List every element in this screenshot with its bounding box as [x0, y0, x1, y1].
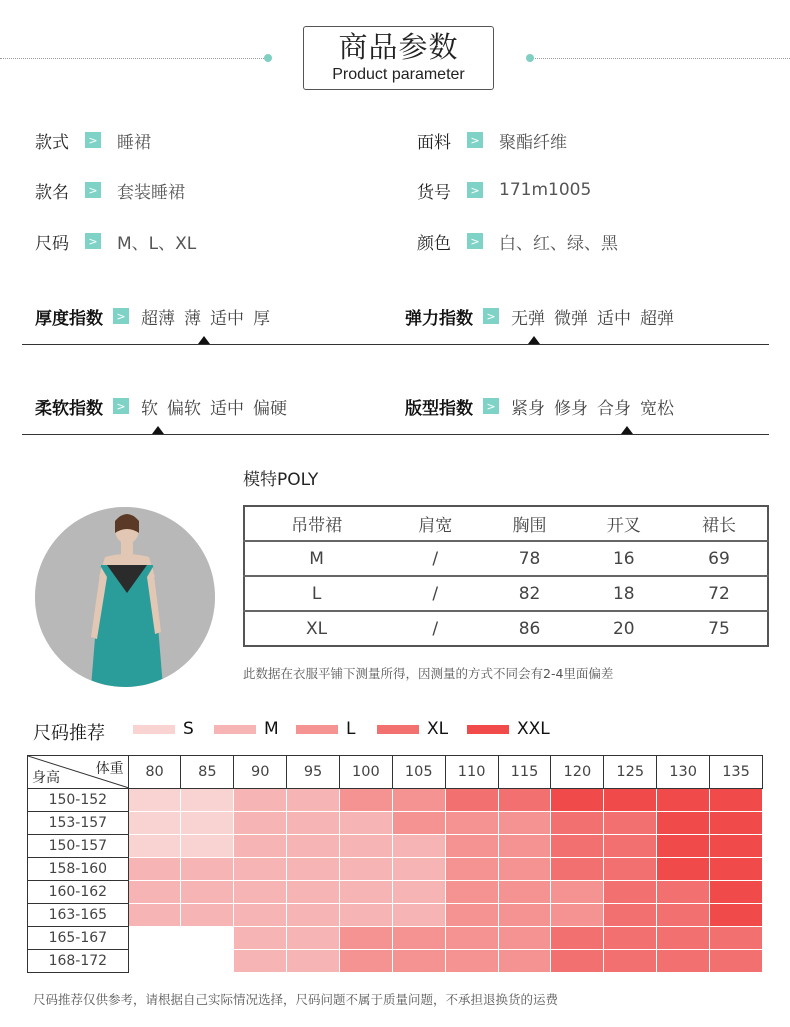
- arrow-right-icon: >: [85, 182, 101, 198]
- table-cell: L: [244, 576, 388, 611]
- model-size-table: [243, 505, 769, 647]
- size-cell: [445, 881, 498, 904]
- index-option: 紧身: [511, 398, 545, 419]
- table-cell: /: [432, 618, 439, 639]
- spec-key: 尺码: [35, 233, 69, 254]
- index-key: 柔软指数: [35, 398, 103, 419]
- index-key: 弹力指数: [405, 308, 473, 329]
- spec-key: 款名: [35, 182, 69, 203]
- legend-label: L: [346, 719, 356, 739]
- size-cell: [551, 881, 604, 904]
- section-title-cn: 商品参数: [338, 30, 459, 64]
- table-corner-cell: [28, 756, 129, 789]
- size-cell: [604, 812, 657, 835]
- size-cell: [710, 950, 763, 973]
- index-key: 版型指数: [405, 398, 473, 419]
- size-cell: [392, 950, 445, 973]
- size-cell: [128, 835, 181, 858]
- table-cell: XL: [306, 618, 328, 639]
- size-cell: [498, 927, 551, 950]
- size-cell: [181, 881, 234, 904]
- index-option: 偏硬: [253, 398, 287, 419]
- size-cell: [657, 950, 710, 973]
- size-cell: [128, 927, 181, 950]
- spec-row: [35, 229, 196, 253]
- index-option: 适中: [210, 308, 244, 329]
- table-header-cell: 开叉: [577, 506, 671, 541]
- spec-key: 款式: [35, 132, 69, 153]
- index-scale-line: [22, 344, 769, 345]
- section-title-box: [303, 26, 494, 90]
- size-cell: [181, 835, 234, 858]
- index-option: 微弹: [554, 308, 588, 329]
- size-cell: [392, 812, 445, 835]
- height-label-cell: 165-167: [28, 927, 129, 950]
- size-cell: [498, 904, 551, 927]
- recommend-note: 尺码推荐仅供参考，请根据自己实际情况选择，尺码问题不属于质量问题，不承担退换货的运费: [33, 992, 559, 1007]
- table-cell: 82: [482, 576, 576, 611]
- size-cell: [551, 812, 604, 835]
- selected-marker-icon: [621, 426, 633, 434]
- index-scale-line: [22, 434, 769, 435]
- size-cell: [445, 789, 498, 812]
- size-cell: [445, 950, 498, 973]
- size-cell: [339, 881, 392, 904]
- size-cell: [710, 927, 763, 950]
- index-key: 厚度指数: [35, 308, 103, 329]
- weight-header-cell: 90: [234, 756, 287, 789]
- arrow-right-icon: >: [113, 398, 129, 414]
- legend-label: M: [264, 719, 279, 739]
- size-cell: [181, 950, 234, 973]
- size-cell: [657, 904, 710, 927]
- header-dot-right: [526, 54, 534, 62]
- recommend-title: 尺码推荐: [33, 723, 105, 744]
- table-row: [28, 927, 763, 950]
- table-cell: 16: [577, 541, 671, 576]
- size-cell: [445, 858, 498, 881]
- height-label-cell: 168-172: [28, 950, 129, 973]
- size-cell: [392, 835, 445, 858]
- selected-marker-icon: [528, 336, 540, 344]
- spec-value: 聚酯纤维: [499, 132, 567, 153]
- arrow-right-icon: >: [483, 308, 499, 324]
- index-option: 厚: [253, 308, 270, 329]
- table-row: [28, 950, 763, 973]
- spec-row: [35, 128, 151, 152]
- size-cell: [128, 904, 181, 927]
- size-cell: [498, 950, 551, 973]
- size-cell: [287, 858, 340, 881]
- spec-row: [417, 178, 591, 202]
- measurement-note: 此数据在衣服平铺下测量所得，因测量的方式不同会有2-4里面偏差: [243, 666, 614, 681]
- legend-swatch: [467, 725, 509, 734]
- height-label-cell: 150-157: [28, 835, 129, 858]
- spec-key: 面料: [417, 132, 451, 153]
- legend-swatch: [133, 725, 175, 734]
- legend-swatch: [377, 725, 419, 734]
- size-cell: [445, 904, 498, 927]
- selected-marker-icon: [152, 426, 164, 434]
- legend-item: [467, 718, 550, 740]
- index-option: 超弹: [640, 308, 674, 329]
- size-cell: [287, 904, 340, 927]
- size-cell: [234, 812, 287, 835]
- size-cell: [287, 835, 340, 858]
- legend-item: [296, 718, 355, 740]
- table-cell: 18: [577, 576, 671, 611]
- index-option: 软: [141, 398, 158, 419]
- legend-item: [377, 718, 448, 740]
- size-cell: [339, 904, 392, 927]
- size-cell: [181, 789, 234, 812]
- legend-label: S: [183, 719, 194, 739]
- size-cell: [234, 904, 287, 927]
- spec-value: 睡裙: [117, 132, 151, 153]
- size-cell: [551, 904, 604, 927]
- height-label-cell: 158-160: [28, 858, 129, 881]
- table-cell: /: [388, 576, 482, 611]
- index-elasticity: [405, 303, 683, 329]
- size-cell: [234, 950, 287, 973]
- height-label-cell: 160-162: [28, 881, 129, 904]
- size-cell: [181, 812, 234, 835]
- table-cell: /: [388, 541, 482, 576]
- weight-header-cell: 100: [339, 756, 392, 789]
- size-cell: [287, 789, 340, 812]
- index-option: 无弹: [511, 308, 545, 329]
- weight-header-cell: 115: [498, 756, 551, 789]
- size-cell: [710, 904, 763, 927]
- size-cell: [551, 950, 604, 973]
- table-row: [244, 576, 768, 611]
- height-label-cell: 153-157: [28, 812, 129, 835]
- spec-row: [417, 128, 567, 152]
- spec-value: 白、红、绿、黑: [499, 233, 618, 254]
- size-cell: [287, 927, 340, 950]
- size-cell: [234, 858, 287, 881]
- size-cell: [657, 812, 710, 835]
- table-cell: 78: [482, 541, 576, 576]
- size-cell: [604, 927, 657, 950]
- size-cell: [710, 789, 763, 812]
- table-row: [28, 858, 763, 881]
- legend-label: XL: [427, 719, 449, 739]
- arrow-right-icon: >: [467, 132, 483, 148]
- table-header-row: [244, 506, 768, 541]
- table-cell: 86: [518, 618, 541, 639]
- model-photo: [35, 507, 215, 687]
- size-cell: [181, 858, 234, 881]
- weight-header-cell: 135: [710, 756, 763, 789]
- index-option: 偏软: [167, 398, 201, 419]
- size-recommend-table: [27, 755, 763, 973]
- size-cell: [657, 858, 710, 881]
- table-cell: 75: [708, 618, 730, 639]
- spec-row: [417, 229, 618, 253]
- size-cell: [339, 789, 392, 812]
- size-cell: [551, 858, 604, 881]
- size-cell: [392, 881, 445, 904]
- header-divider-left: [0, 58, 268, 59]
- table-row: [28, 904, 763, 927]
- weight-header-cell: 105: [392, 756, 445, 789]
- size-cell: [445, 812, 498, 835]
- table-header-cell: 裙长: [671, 506, 768, 541]
- size-cell: [181, 927, 234, 950]
- table-row: [28, 881, 763, 904]
- size-cell: [445, 927, 498, 950]
- size-cell: [339, 858, 392, 881]
- size-cell: [234, 789, 287, 812]
- table-row: [244, 541, 768, 576]
- size-cell: [604, 858, 657, 881]
- legend-item: [133, 718, 194, 740]
- size-cell: [392, 858, 445, 881]
- size-cell: [128, 858, 181, 881]
- size-cell: [234, 881, 287, 904]
- index-thickness: [35, 303, 279, 329]
- size-cell: [604, 950, 657, 973]
- spec-key: 颜色: [417, 233, 451, 254]
- legend-item: [214, 718, 279, 740]
- size-cell: [339, 835, 392, 858]
- index-option: 宽松: [640, 398, 674, 419]
- size-cell: [392, 904, 445, 927]
- weight-header-cell: 110: [445, 756, 498, 789]
- legend-swatch: [214, 725, 256, 734]
- size-cell: [234, 835, 287, 858]
- size-cell: [551, 927, 604, 950]
- legend-swatch: [296, 725, 338, 734]
- header-dot-left: [264, 54, 272, 62]
- arrow-right-icon: >: [467, 182, 483, 198]
- height-axis-label: 身高: [32, 770, 60, 786]
- size-cell: [604, 789, 657, 812]
- size-cell: [287, 881, 340, 904]
- spec-value: M、L、XL: [117, 233, 197, 254]
- size-cell: [498, 812, 551, 835]
- index-fit: [405, 393, 683, 419]
- spec-key: 货号: [417, 182, 451, 203]
- size-cell: [128, 881, 181, 904]
- index-option: 薄: [184, 308, 201, 329]
- size-cell: [498, 858, 551, 881]
- size-cell: [339, 812, 392, 835]
- table-header-cell: 吊带裙: [244, 506, 388, 541]
- size-cell: [604, 881, 657, 904]
- size-cell: [287, 950, 340, 973]
- arrow-right-icon: >: [113, 308, 129, 324]
- size-cell: [710, 858, 763, 881]
- weight-header-cell: 130: [657, 756, 710, 789]
- size-cell: [657, 835, 710, 858]
- size-cell: [551, 789, 604, 812]
- index-option: 超薄: [141, 308, 175, 329]
- index-softness: [35, 393, 296, 419]
- section-title-en: Product parameter: [332, 66, 465, 83]
- weight-header-cell: 120: [551, 756, 604, 789]
- weight-header-cell: 95: [287, 756, 340, 789]
- size-cell: [234, 927, 287, 950]
- table-row: [28, 835, 763, 858]
- arrow-right-icon: >: [85, 132, 101, 148]
- size-cell: [710, 835, 763, 858]
- selected-marker-icon: [198, 336, 210, 344]
- table-cell: 69: [671, 541, 768, 576]
- weight-header-cell: 85: [181, 756, 234, 789]
- size-cell: [339, 927, 392, 950]
- size-cell: [498, 835, 551, 858]
- size-cell: [128, 789, 181, 812]
- index-option: 适中: [597, 308, 631, 329]
- size-cell: [128, 950, 181, 973]
- height-label-cell: 163-165: [28, 904, 129, 927]
- size-cell: [392, 927, 445, 950]
- spec-row: [35, 178, 185, 202]
- header-divider-right: [530, 58, 790, 59]
- index-option: 合身: [597, 398, 631, 419]
- arrow-right-icon: >: [85, 233, 101, 249]
- size-cell: [551, 835, 604, 858]
- model-label: 模特POLY: [243, 470, 319, 490]
- table-row: [28, 789, 763, 812]
- arrow-right-icon: >: [467, 233, 483, 249]
- size-cell: [657, 881, 710, 904]
- weight-header-cell: 80: [128, 756, 181, 789]
- size-cell: [710, 881, 763, 904]
- table-header-cell: 肩宽: [388, 506, 482, 541]
- size-cell: [339, 950, 392, 973]
- table-row: [244, 611, 768, 646]
- table-header-row: [28, 756, 763, 789]
- table-header-cell: 胸围: [482, 506, 576, 541]
- height-label-cell: 150-152: [28, 789, 129, 812]
- index-option: 修身: [554, 398, 588, 419]
- table-cell: 72: [671, 576, 768, 611]
- size-cell: [604, 904, 657, 927]
- legend-label: XXL: [517, 719, 550, 739]
- arrow-right-icon: >: [483, 398, 499, 414]
- table-row: [28, 812, 763, 835]
- spec-value: 171m1005: [499, 180, 592, 200]
- size-cell: [392, 789, 445, 812]
- size-cell: [710, 812, 763, 835]
- size-cell: [181, 904, 234, 927]
- size-cell: [498, 789, 551, 812]
- size-cell: [657, 789, 710, 812]
- weight-header-cell: 125: [604, 756, 657, 789]
- table-cell: M: [244, 541, 388, 576]
- size-cell: [604, 835, 657, 858]
- index-option: 适中: [210, 398, 244, 419]
- size-cell: [498, 881, 551, 904]
- size-cell: [657, 927, 710, 950]
- spec-value: 套装睡裙: [117, 182, 185, 203]
- table-cell: 20: [612, 618, 635, 639]
- size-cell: [287, 812, 340, 835]
- size-cell: [445, 835, 498, 858]
- size-cell: [128, 812, 181, 835]
- weight-axis-label: 体重: [95, 761, 124, 777]
